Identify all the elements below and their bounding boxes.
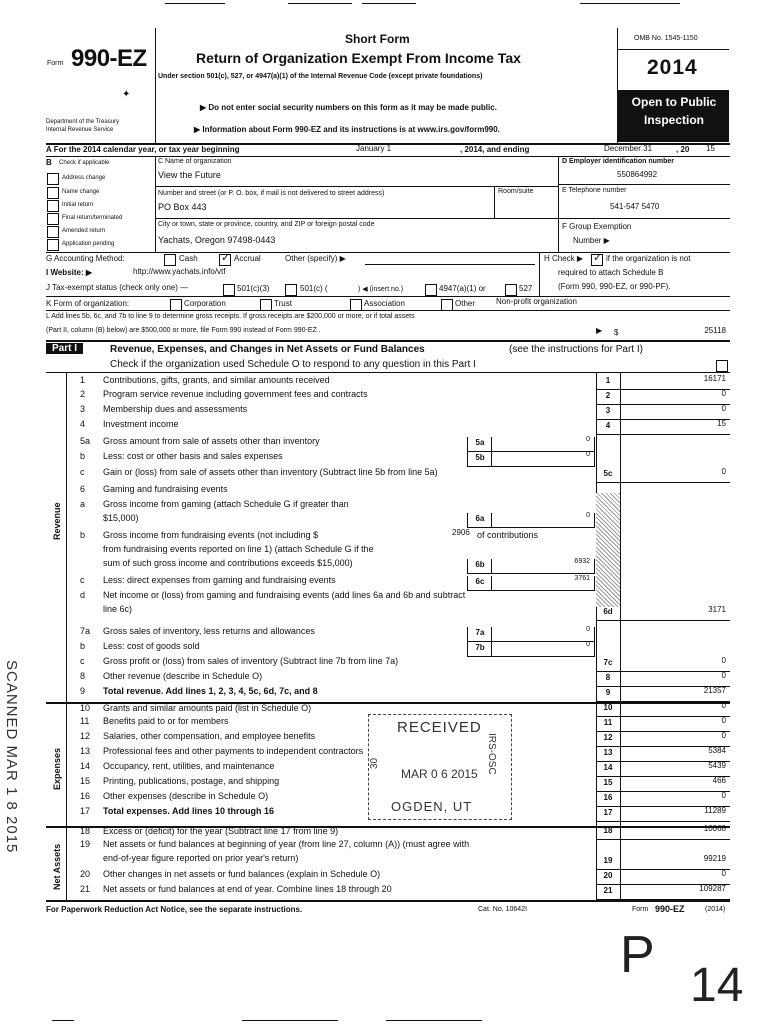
line-j-label: J Tax-exempt status (check only one) — <box>46 283 189 292</box>
ssn-notice: ▶ Do not enter social security numbers on this form as it may be made public. <box>200 103 497 112</box>
section-d-left-border <box>558 156 559 252</box>
scanned-stamp: SCANNED MAR 1 8 2015 <box>3 660 20 854</box>
cash-label: Cash <box>179 254 198 263</box>
line-rule <box>596 869 730 870</box>
line-number: 3 <box>80 404 86 414</box>
line-rule <box>596 899 730 900</box>
line-rule <box>596 620 730 621</box>
revenue-side-border <box>66 372 67 702</box>
initial-return-label: Initial return <box>62 202 94 208</box>
line-number: 5a <box>80 436 91 446</box>
line-box-number: 15 <box>603 778 613 787</box>
sub-box-border <box>491 576 492 590</box>
line-amount: 0 <box>721 701 726 710</box>
sub-box-border <box>491 452 492 466</box>
line-l-rule <box>46 340 730 342</box>
scan-mark <box>242 1020 338 1021</box>
received-stamp-side-left: 30 <box>369 757 380 769</box>
association-label: Association <box>364 299 405 308</box>
line-number: 20 <box>80 869 91 879</box>
line-number: 14 <box>80 761 91 771</box>
line-number: 18 <box>80 826 91 836</box>
form-title: Return of Organization Exempt From Income Tax <box>196 50 521 66</box>
line-number: 7a <box>80 626 91 636</box>
line-number: 16 <box>80 791 91 801</box>
line-box-number: 2 <box>605 391 611 400</box>
received-stamp-title: RECEIVED <box>397 719 482 736</box>
footer-form-year: (2014) <box>705 906 726 913</box>
sub-line-amount: 0 <box>586 512 590 519</box>
line-box-number: 18 <box>603 826 613 835</box>
line-number: 1 <box>80 375 86 385</box>
line-amount: 0 <box>721 389 726 398</box>
org-name: View the Future <box>158 170 221 180</box>
line-box-number: 21 <box>603 886 613 895</box>
line-number: 10 <box>80 703 91 713</box>
irs-label: Internal Revenue Service <box>46 127 114 133</box>
scan-mark <box>52 1020 74 1021</box>
line-rule <box>596 671 730 672</box>
line-description: Gross sales of inventory, less returns and allowances <box>103 626 315 636</box>
ein-rule <box>558 184 730 185</box>
sub-line-box: 6a <box>475 514 485 523</box>
line-number: c <box>80 575 85 585</box>
line-amount: 0 <box>721 656 726 665</box>
line-number: 11 <box>80 716 90 726</box>
scan-mark <box>386 1020 482 1021</box>
gross-receipts-value: 25118 <box>704 326 726 335</box>
line-amount: 0 <box>721 791 726 800</box>
header-divider-left <box>155 28 156 144</box>
line-box-number: 19 <box>603 856 613 865</box>
sub-box-border <box>594 559 595 573</box>
line-box-number: 3 <box>605 406 611 415</box>
line-amount: 0 <box>721 404 726 413</box>
line-box-number: 10 <box>603 703 613 712</box>
received-stamp-city: OGDEN, UT <box>391 799 473 814</box>
scan-mark <box>362 3 416 4</box>
sub-line-rule <box>467 451 595 452</box>
address-change-checkbox[interactable] <box>47 173 59 185</box>
line-number: 19 <box>80 839 91 849</box>
line-description: Benefits paid to or for members <box>103 716 229 726</box>
sub-box-border <box>467 642 468 656</box>
accrual-label: Accrual <box>234 254 261 263</box>
sub-line-rule <box>467 527 595 528</box>
line-description: Membership dues and assessments <box>103 404 248 414</box>
handwritten-p: P <box>620 926 655 984</box>
sub-box-border <box>467 437 468 451</box>
line-amount: 10068 <box>703 824 726 833</box>
line-box-number: 6d <box>603 607 613 616</box>
schedule-b-checkbox[interactable] <box>591 254 603 266</box>
received-stamp <box>368 714 512 820</box>
tax-year: 2014 <box>647 56 698 79</box>
inspection: Inspection <box>643 113 704 127</box>
short-form-label: Short Form <box>345 32 410 46</box>
line-number: 6 <box>80 484 86 494</box>
line-box-number: 7c <box>603 658 613 667</box>
4947-checkbox[interactable] <box>425 284 437 296</box>
sub-line-box: 5a <box>475 438 485 447</box>
form-number: 990-EZ <box>71 45 147 72</box>
line-description-cont: $15,000) <box>103 513 139 523</box>
sub-box-border <box>491 513 492 527</box>
sub-box-border <box>467 627 468 641</box>
org-name-rule <box>155 186 558 187</box>
line-description-tail: of contributions <box>477 530 539 540</box>
fundraising-contrib-amount: 2906 <box>452 528 470 537</box>
line-description: Gross amount from sale of assets other than inventory <box>103 436 320 446</box>
line-number: b <box>80 451 86 461</box>
line-amount: 21357 <box>703 686 726 695</box>
arrow-mark: ✦ <box>122 89 131 100</box>
line-description-cont: line 6c) <box>103 604 133 614</box>
group-exemption-number-label: Number ▶ <box>573 236 610 245</box>
sub-line-box: 6c <box>475 577 485 586</box>
sub-line-amount: 6932 <box>574 558 590 565</box>
line-description: Gross income from fundraising events (not including $ <box>103 530 319 540</box>
room-divider <box>494 186 495 218</box>
line-description: Printing, publications, postage, and shipping <box>103 776 280 786</box>
line-amount: 16171 <box>703 374 726 383</box>
line-l-dollar: $ <box>614 328 619 337</box>
sub-box-border <box>594 576 595 590</box>
received-stamp-side-right: IRS-OSC <box>486 733 497 775</box>
sub-box-border <box>491 627 492 641</box>
org-name-label: C Name of organization <box>158 158 232 165</box>
line-number: 12 <box>80 731 91 741</box>
section-bcd-rule <box>46 252 730 253</box>
line-box-number: 14 <box>603 763 613 772</box>
part1-badge: Part I <box>46 343 83 354</box>
line-number: a <box>80 499 86 509</box>
line-description: Occupancy, rent, utilities, and maintenance <box>103 761 275 771</box>
sub-box-border <box>594 452 595 466</box>
line-description: Gross income from gaming (attach Schedule G if greater than <box>103 499 349 509</box>
net-assets-side-label: Net Assets <box>52 843 62 890</box>
line-rule <box>596 404 730 405</box>
sub-line-box: 7b <box>475 643 485 652</box>
line-rule <box>596 701 730 702</box>
line-description: Total expenses. Add lines 10 through 16 <box>103 806 275 816</box>
line-number: 2 <box>80 389 86 399</box>
line-box-number: 5c <box>603 469 613 478</box>
501c-label: 501(c) ( <box>300 284 328 293</box>
sub-line-rule <box>467 641 595 642</box>
part1-header-rule <box>46 372 730 373</box>
line-description-cont: from fundraising events reported on line 1) (attach Schedule G if the <box>103 544 374 554</box>
line-description: Professional fees and other payments to independent contractors <box>103 746 364 756</box>
line-h-text4: (Form 990, 990-EZ, or 990-PF). <box>558 282 671 291</box>
line-number: 9 <box>80 686 86 696</box>
initial-return-checkbox[interactable] <box>47 200 59 212</box>
line-rule <box>596 482 730 483</box>
line-a-rule <box>46 156 730 157</box>
trust-label: Trust <box>274 299 292 308</box>
line-a-mid: , 2014, and ending <box>460 145 530 154</box>
line-box-number: 20 <box>603 871 613 880</box>
sub-box-border <box>491 559 492 573</box>
handwritten-number: 14 <box>690 959 744 1012</box>
line-description: Program service revenue including government fees and contracts <box>103 389 368 399</box>
line-description: Other expenses (describe in Schedule O) <box>103 791 269 801</box>
line-j-rule <box>46 296 730 297</box>
line-k-rule <box>46 310 730 311</box>
schedule-b-check-icon: ✓ <box>593 252 603 264</box>
501c3-label: 501(c)(3) <box>237 284 270 293</box>
corporation-label: Corporation <box>184 299 226 308</box>
line-amount: 0 <box>721 716 726 725</box>
sub-box-border <box>594 627 595 641</box>
sub-box-border <box>467 513 468 527</box>
group-exemption-label: F Group Exemption <box>562 222 632 231</box>
phone-rule <box>558 218 730 219</box>
phone-value: 541-547 5470 <box>610 202 660 211</box>
line-amount: 0 <box>721 671 726 680</box>
sub-line-box: 6b <box>475 560 485 569</box>
line-description: Gain or (loss) from sale of assets other than inventory (Subtract line 5b from line 5a) <box>103 467 438 477</box>
netassets-side-border <box>66 826 67 900</box>
line-box-number: 13 <box>603 748 613 757</box>
line-description: Contributions, gifts, grants, and similar amounts received <box>103 375 330 385</box>
line-amount: 99219 <box>703 854 726 863</box>
501c3-checkbox[interactable] <box>223 284 235 296</box>
sub-line-box: 5b <box>475 453 485 462</box>
line-a-label: A For the 2014 calendar year, or tax year beginning <box>46 145 240 154</box>
website-label: I Website: ▶ <box>46 268 93 277</box>
line-rule <box>596 821 730 822</box>
other-method-line <box>365 264 535 265</box>
line-l-text2: (Part II, column (B) below) are $500,000 or more, file Form 990 instead of Form 990-EZ . <box>46 327 321 334</box>
scan-mark <box>165 3 225 4</box>
ein-value: 550864992 <box>617 170 658 179</box>
line-rule <box>596 419 730 420</box>
line-description: Less: cost of goods sold <box>103 641 200 651</box>
line-amount: 5384 <box>708 746 726 755</box>
name-change-checkbox[interactable] <box>47 187 59 199</box>
line-amount: 0 <box>721 467 726 476</box>
sub-line-amount: 0 <box>586 641 590 648</box>
line-number: b <box>80 641 86 651</box>
shaded-area-6 <box>596 493 620 607</box>
sub-box-border <box>467 452 468 466</box>
line-description: Gaming and fundraising events <box>103 484 228 494</box>
tax-year-begin: January 1 <box>356 144 392 153</box>
city-label: City or town, state or province, country, and ZIP or foreign postal code <box>158 221 375 228</box>
line-number: c <box>80 467 85 477</box>
line-box-number: 17 <box>603 808 613 817</box>
line-amount: 0 <box>721 869 726 878</box>
line-description: Total revenue. Add lines 1, 2, 3, 4, 5c, 6d, 7c, and 8 <box>103 686 318 696</box>
footer-form-number: 990-EZ <box>655 904 685 914</box>
sub-box-border <box>467 576 468 590</box>
form-label: Form <box>47 60 64 67</box>
line-description: Less: direct expenses from gaming and fundraising events <box>103 575 336 585</box>
line-number: b <box>80 530 86 540</box>
line-rule <box>596 791 730 792</box>
line-number: d <box>80 590 86 600</box>
schedule-o-checkbox[interactable] <box>716 360 728 372</box>
check-if-applicable: Check if applicable <box>59 160 110 166</box>
part1-title: Revenue, Expenses, and Changes in Net Assets or Fund Balances <box>110 344 425 355</box>
line-description: Less: cost or other basis and sales expenses <box>103 451 283 461</box>
line-number: 4 <box>80 419 86 429</box>
line-description-cont: sum of such gross income and contributions exceeds $15,000) <box>103 558 353 568</box>
other-org-label: Other <box>455 299 476 308</box>
line-g-label: G Accounting Method: <box>46 254 125 263</box>
line-amount: 5439 <box>708 761 726 770</box>
application-pending-label: Application pending <box>62 241 115 247</box>
line-description: Excess or (deficit) for the year (Subtract line 17 from line 9) <box>103 826 339 836</box>
expenses-side-label: Expenses <box>52 747 62 790</box>
final-return-checkbox[interactable] <box>47 213 59 225</box>
line-amount: 15 <box>717 419 726 428</box>
info-notice: ▶ Information about Form 990-EZ and its instructions is at www.irs.gov/form990. <box>194 125 500 134</box>
line-number: 8 <box>80 671 86 681</box>
omb-underline <box>617 49 729 50</box>
line-description: Other revenue (describe in Schedule O) <box>103 671 263 681</box>
sub-box-border <box>594 437 595 451</box>
website-value: http://www.yachats.info/vtf <box>133 267 226 276</box>
section-b-label: B <box>46 158 52 167</box>
line-l-arrow: ▶ <box>596 326 603 335</box>
insert-no-label: ) ◀ (insert no.) <box>358 286 404 293</box>
ein-label: D Employer identification number <box>562 158 675 165</box>
sub-line-amount: 3761 <box>574 575 590 582</box>
other-org-value: Non-profit organization <box>496 297 577 306</box>
line-number: 21 <box>80 884 91 894</box>
cash-checkbox[interactable] <box>164 254 176 266</box>
line-rule <box>596 731 730 732</box>
omb-number: OMB No. 1545-1150 <box>634 35 698 42</box>
line-amount: 466 <box>712 776 726 785</box>
line-number: c <box>80 656 85 666</box>
line-h-text1: H Check ▶ <box>544 254 584 263</box>
line-description: Net assets or fund balances at beginning of year (from line 27, column (A)) (must agree with <box>103 839 470 849</box>
part1-check-text: Check if the organization used Schedule O to respond to any question in this Part I <box>110 359 476 370</box>
line-rule <box>596 839 730 840</box>
line-rule <box>596 389 730 390</box>
line-box-number: 11 <box>603 718 613 727</box>
amended-return-label: Amended return <box>62 228 106 234</box>
room-label: Room/suite <box>498 188 534 195</box>
sub-box-border <box>491 642 492 656</box>
line-description: Grants and similar amounts paid (list in Schedule O) <box>103 703 312 713</box>
line-rule <box>596 716 730 717</box>
sub-line-box: 7a <box>475 628 485 637</box>
sub-line-rule <box>467 573 595 574</box>
application-pending-checkbox[interactable] <box>47 239 59 251</box>
527-checkbox[interactable] <box>505 284 517 296</box>
phone-label: E Telephone number <box>562 187 627 194</box>
street-rule <box>155 218 558 219</box>
line-description-cont: end-of-year figure reported on prior year's return) <box>103 853 299 863</box>
line-h-border <box>539 252 540 296</box>
line-box-number: 1 <box>605 376 611 385</box>
form-subtitle: Under section 501(c), 527, or 4947(a)(1) of the Internal Revenue Code (except private foundations) <box>158 73 483 80</box>
received-stamp-date: MAR 0 6 2015 <box>401 767 478 781</box>
line-box-number: 4 <box>605 421 611 430</box>
sub-line-amount: 0 <box>586 626 590 633</box>
line-l-text1: L Add lines 5b, 6c, and 7b to line 9 to determine gross receipts. If gross receipts are $200,000 or more, or if total assets <box>46 313 415 320</box>
dept-label: Department of the Treasury <box>46 119 120 125</box>
501c-checkbox[interactable] <box>285 284 297 296</box>
other-method-label: Other (specify) ▶ <box>285 254 346 263</box>
final-return-label: Final return/terminated <box>62 215 123 221</box>
line-h-text3: required to attach Schedule B <box>558 268 664 277</box>
line-number: 17 <box>80 806 91 816</box>
line-amount: 0 <box>721 731 726 740</box>
address-change-label: Address change <box>62 175 106 181</box>
sub-box-border <box>594 642 595 656</box>
line-description: Net assets or fund balances at end of year. Combine lines 18 through 20 <box>103 884 392 894</box>
open-to-public: Open to Public <box>631 95 717 109</box>
4947-label: 4947(a)(1) or <box>439 284 486 293</box>
cat-number: Cat. No. 10642I <box>478 906 528 913</box>
accrual-check-icon: ✓ <box>221 252 231 264</box>
scan-mark <box>288 3 352 4</box>
name-change-label: Name change <box>62 189 100 195</box>
line-number: 15 <box>80 776 91 786</box>
line-box-number: 8 <box>605 673 611 682</box>
line-description: Investment income <box>103 419 179 429</box>
accrual-checkbox[interactable] <box>219 254 231 266</box>
amended-return-checkbox[interactable] <box>47 226 59 238</box>
line-description: Net income or (loss) from gaming and fundraising events (add lines 6a and 6b and subtract <box>103 590 466 600</box>
line-box-number: 9 <box>605 688 611 697</box>
527-label: 527 <box>519 284 533 293</box>
footer-form-label: Form <box>632 906 649 913</box>
part1-bottom-rule <box>46 900 730 902</box>
line-k-label: K Form of organization: <box>46 299 130 308</box>
sub-line-amount: 0 <box>586 436 590 443</box>
sub-line-amount: 0 <box>586 451 590 458</box>
line-description: Other changes in net assets or fund balances (explain in Schedule O) <box>103 869 381 879</box>
street-label: Number and street (or P. O. box, if mail is not delivered to street address) <box>158 190 385 197</box>
sub-box-border <box>467 559 468 573</box>
line-rule <box>596 776 730 777</box>
org-city: Yachats, Oregon 97498-0443 <box>158 235 276 245</box>
tax-year-end: December 31 <box>604 144 653 153</box>
scan-mark <box>580 3 680 4</box>
line-a-comma20: , 20 <box>676 145 690 154</box>
line-rule <box>596 434 730 435</box>
part1-title-note: (see the instructions for Part I) <box>509 344 643 355</box>
line-amount: 3171 <box>708 605 726 614</box>
line-description: Salaries, other compensation, and employee benefits <box>103 731 316 741</box>
line-amount: 11289 <box>704 806 726 815</box>
paperwork-notice: For Paperwork Reduction Act Notice, see the separate instructions. <box>46 905 303 914</box>
revenue-side-label: Revenue <box>52 502 62 540</box>
tax-year-end-year: 15 <box>706 144 715 153</box>
sub-line-rule <box>467 466 595 467</box>
line-number: 13 <box>80 746 91 756</box>
sub-line-rule <box>467 656 595 657</box>
org-street: PO Box 443 <box>158 202 207 212</box>
line-description: Gross profit or (loss) from sales of inventory (Subtract line 7b from line 7a) <box>103 656 399 666</box>
sub-line-rule <box>467 590 595 591</box>
line-h-text2: if the organization is not <box>606 254 691 263</box>
section-c-left-border <box>155 156 156 252</box>
sub-box-border <box>491 437 492 451</box>
line-amount: 109287 <box>699 884 726 893</box>
expenses-side-border <box>66 702 67 826</box>
sub-box-border <box>594 513 595 527</box>
line-box-number: 12 <box>603 733 613 742</box>
line-box-number: 16 <box>603 793 613 802</box>
